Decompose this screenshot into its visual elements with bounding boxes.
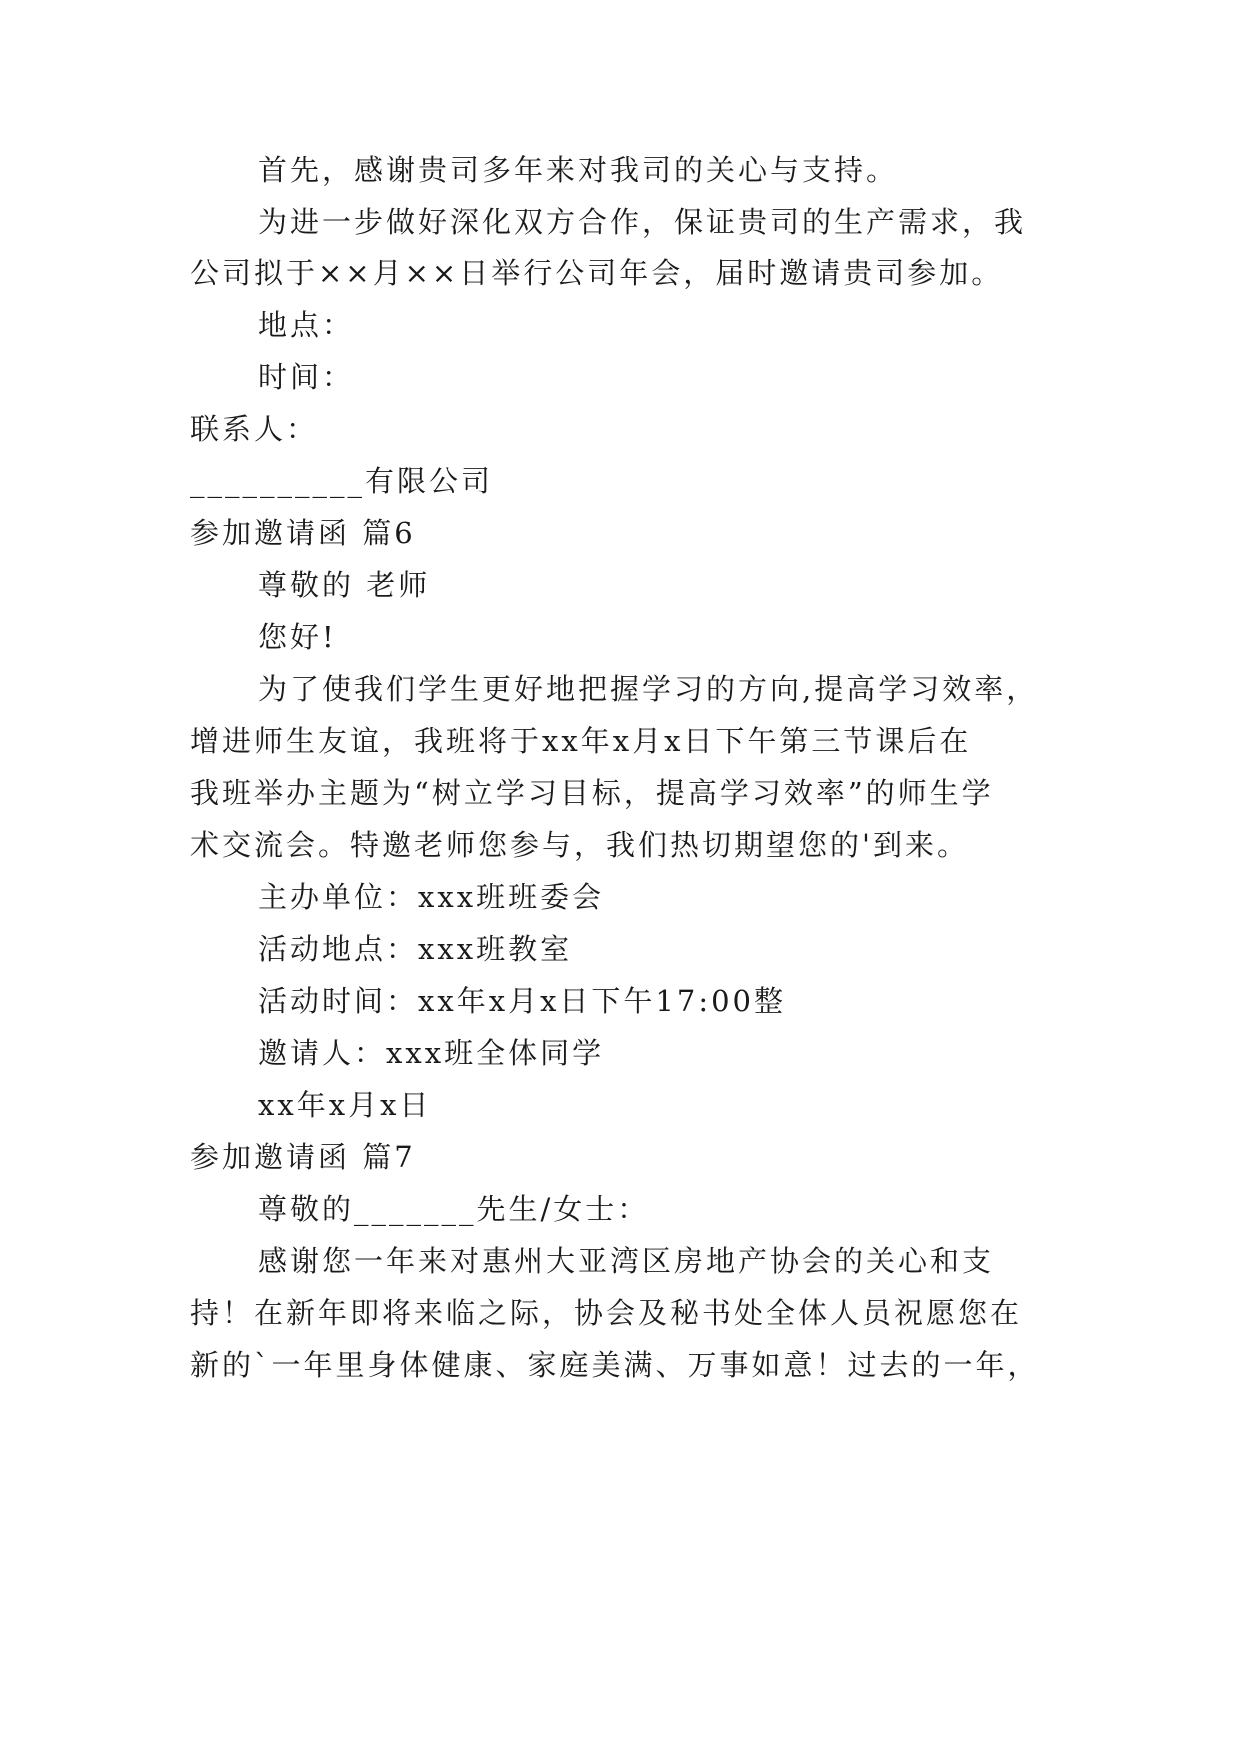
date-line: xx年x月x日 xyxy=(258,1088,432,1122)
salutation-sir-madam: 尊敬的_______先生/女士： xyxy=(258,1192,650,1226)
organizer-line: 主办单位：xxx班班委会 xyxy=(258,880,605,914)
paragraph-event-line-4: 术交流会。特邀老师您参与，我们热切期望您的'到来。 xyxy=(190,828,969,862)
salutation-teacher: 尊敬的 老师 xyxy=(258,568,431,602)
contact-label: 联系人： xyxy=(190,412,319,446)
time-label: 时间： xyxy=(258,360,355,394)
inviter-line: 邀请人：xxx班全体同学 xyxy=(258,1036,605,1070)
paragraph-newyear-line-3: 新的`一年里身体健康、家庭美满、万事如意！过去的一年， xyxy=(190,1348,1040,1382)
paragraph-newyear-line-1: 感谢您一年来对惠州大亚湾区房地产协会的关心和支 xyxy=(258,1244,995,1278)
paragraph-thanks: 首先，感谢贵司多年来对我司的关心与支持。 xyxy=(258,153,899,187)
section-heading-6: 参加邀请函 篇6 xyxy=(190,516,416,550)
paragraph-newyear-line-2: 持！在新年即将来临之际，协会及秘书处全体人员祝愿您在 xyxy=(190,1296,1023,1330)
company-signature: __________有限公司 xyxy=(190,464,494,498)
location-label: 地点： xyxy=(258,308,355,342)
section-heading-7: 参加邀请函 篇7 xyxy=(190,1140,416,1174)
paragraph-cooperation-line-1: 为进一步做好深化双方合作，保证贵司的生产需求，我 xyxy=(258,205,1027,239)
greeting: 您好! xyxy=(258,620,337,654)
venue-line: 活动地点：xxx班教室 xyxy=(258,932,573,966)
paragraph-cooperation-line-2: 公司拟于××月××日举行公司年会，届时邀请贵司参加。 xyxy=(190,256,1004,290)
paragraph-event-line-2: 增进师生友谊，我班将于xx年x月x日下午第三节课后在 xyxy=(190,724,972,758)
event-time-line: 活动时间：xx年x月x日下午17:00整 xyxy=(258,984,786,1018)
paragraph-event-line-1: 为了使我们学生更好地把握学习的方向,提高学习效率， xyxy=(258,672,1039,706)
paragraph-event-line-3: 我班举办主题为“树立学习目标，提高学习效率”的师生学 xyxy=(190,776,994,810)
